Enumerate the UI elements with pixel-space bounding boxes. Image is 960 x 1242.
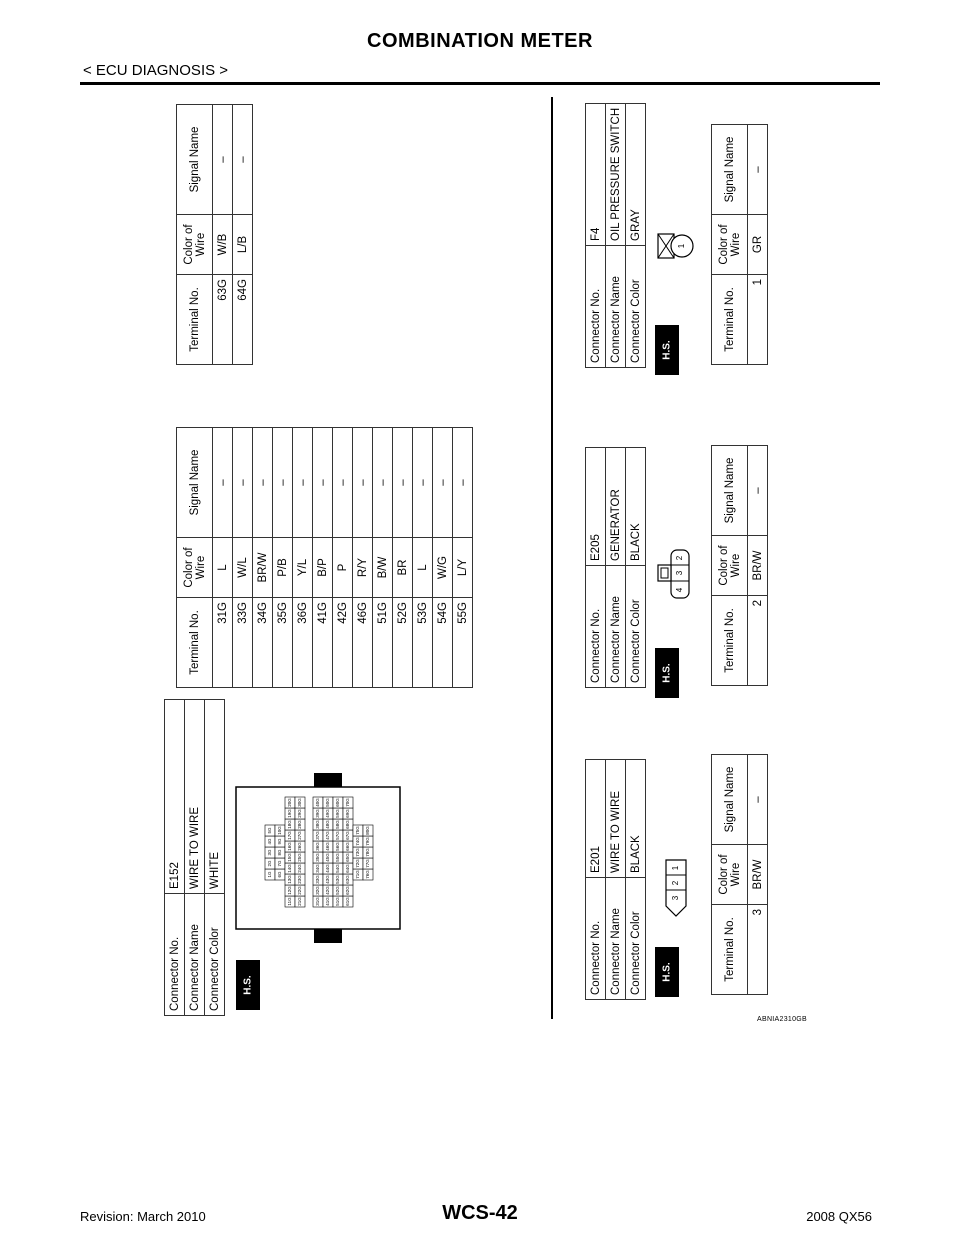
pin-label: 35G: [315, 853, 321, 862]
label-connector-no: Connector No.: [586, 878, 606, 1000]
pin-label: 31G: [315, 897, 321, 906]
pin-label: 17G: [287, 831, 293, 840]
pin-label: 56G: [335, 842, 341, 851]
pin-label: 30G: [297, 798, 303, 807]
value-connector-color: WHITE: [205, 700, 225, 894]
pin-label: 16G: [287, 842, 293, 851]
pin-label: 52G: [335, 886, 341, 895]
wire-color-cell: BR: [393, 538, 413, 598]
pin-label: 3: [675, 570, 685, 576]
pin-label: 45G: [325, 853, 331, 862]
pin-label: 65G: [345, 853, 351, 862]
wire-color-cell: L/Y: [453, 538, 473, 598]
terminal-no-cell: 63G: [213, 275, 233, 365]
pin-label: 75G: [355, 826, 361, 835]
svg-text:H.S.: H.S.: [661, 340, 673, 360]
value-connector-name: WIRE TO WIRE: [185, 700, 205, 894]
wire-color-cell: P: [333, 538, 353, 598]
pin-label: 72G: [355, 859, 361, 868]
wire-color-cell: L: [213, 538, 233, 598]
wire-color-cell: BR/W: [253, 538, 273, 598]
pin-label: 76G: [365, 870, 371, 879]
table-row: [433, 428, 453, 688]
value-connector-name: WIRE TO WIRE: [606, 760, 626, 878]
pin-label: 38G: [315, 820, 321, 829]
label-connector-name: Connector Name: [606, 566, 626, 688]
pin-label: 37G: [315, 831, 321, 840]
pin-label: 6G: [277, 871, 283, 878]
wire-color-cell: L/B: [233, 215, 253, 275]
pin-label: 46G: [325, 842, 331, 851]
pin-label: 50G: [325, 798, 331, 807]
pin-label: 55G: [335, 853, 341, 862]
value-connector-color: GRAY: [626, 103, 646, 245]
signal-name-cell: –: [748, 446, 768, 536]
value-connector-name: OIL PRESSURE SWITCH: [606, 103, 626, 245]
pin-label: 70G: [345, 798, 351, 807]
header-divider: [80, 82, 880, 85]
pin-label: 26G: [297, 842, 303, 851]
signal-name-cell: –: [293, 428, 313, 538]
table-row: [293, 428, 313, 688]
wire-color-cell: L: [413, 538, 433, 598]
value-connector-name: GENERATOR: [606, 448, 626, 566]
table-row: [453, 428, 473, 688]
label-connector-no: Connector No.: [165, 894, 185, 1016]
table-row: [233, 428, 253, 688]
pin-label: 61G: [345, 897, 351, 906]
hdr-color-of-wire: Color of Wire: [177, 538, 213, 598]
table-row: [233, 105, 253, 365]
terminal-no-cell: 33G: [233, 598, 253, 688]
pin-label: 32G: [315, 886, 321, 895]
terminal-table-e152-b: [176, 104, 253, 365]
pin-label: 67G: [345, 831, 351, 840]
terminal-no-cell: 1: [748, 275, 768, 365]
svg-text:H.S.: H.S.: [661, 962, 673, 982]
terminal-no-cell: 55G: [453, 598, 473, 688]
value-connector-no: E152: [165, 700, 185, 894]
pin-label: 1: [671, 865, 681, 871]
value-connector-no: E201: [586, 760, 606, 878]
pin-label: 4: [675, 587, 685, 593]
pin-label: 66G: [345, 842, 351, 851]
pin-label: 33G: [315, 875, 321, 884]
hdr-signal-name: Signal Name: [712, 125, 748, 215]
pin-label: 19G: [287, 809, 293, 818]
signal-name-cell: –: [313, 428, 333, 538]
terminal-table-e201: [711, 754, 768, 995]
label-connector-no: Connector No.: [586, 566, 606, 688]
wire-color-cell: W/L: [233, 538, 253, 598]
signal-name-cell: –: [353, 428, 373, 538]
signal-name-cell: –: [233, 428, 253, 538]
table-row: [213, 105, 233, 365]
svg-text:H.S.: H.S.: [661, 663, 673, 683]
pin-label: 28G: [297, 820, 303, 829]
table-row: [373, 428, 393, 688]
hdr-color-of-wire: Color of Wire: [177, 215, 213, 275]
wire-color-cell: Y/L: [293, 538, 313, 598]
pin-label: 8G: [277, 849, 283, 856]
terminal-no-cell: 31G: [213, 598, 233, 688]
pin-label: 74G: [355, 837, 361, 846]
label-connector-name: Connector Name: [606, 246, 626, 368]
table-row: [273, 428, 293, 688]
label-connector-color: Connector Color: [626, 246, 646, 368]
wire-color-cell: BR/W: [748, 536, 768, 596]
pin-label: 15G: [287, 853, 293, 862]
signal-name-cell: –: [213, 105, 233, 215]
terminal-no-cell: 51G: [373, 598, 393, 688]
pin-label: 41G: [325, 897, 331, 906]
pin-label: 27G: [297, 831, 303, 840]
pin-label: 25G: [297, 853, 303, 862]
connector-diagram-f4: [656, 230, 696, 264]
label-connector-no: Connector No.: [586, 246, 606, 368]
pin-label: 4G: [267, 838, 273, 845]
pin-label: 69G: [345, 809, 351, 818]
value-connector-no: F4: [586, 103, 606, 245]
connector-info-e205: [585, 447, 646, 688]
pin-label: 53G: [335, 875, 341, 884]
hdr-signal-name: Signal Name: [712, 446, 748, 536]
terminal-table-e152-a: [176, 427, 473, 688]
hdr-terminal-no: Terminal No.: [712, 905, 748, 995]
table-row: [333, 428, 353, 688]
signal-name-cell: –: [393, 428, 413, 538]
hdr-signal-name: Signal Name: [177, 428, 213, 538]
pin-label: 64G: [345, 864, 351, 873]
table-row: [748, 755, 768, 995]
terminal-no-cell: 64G: [233, 275, 253, 365]
label-connector-name: Connector Name: [185, 894, 205, 1016]
pin-label: 71G: [355, 870, 361, 879]
terminal-no-cell: 35G: [273, 598, 293, 688]
pin-label: 2: [675, 555, 685, 561]
pin-label: 10G: [277, 826, 283, 835]
wire-color-cell: BR/W: [748, 845, 768, 905]
table-row: [353, 428, 373, 688]
value-connector-color: BLACK: [626, 448, 646, 566]
harness-side-icon: [655, 325, 679, 375]
hdr-terminal-no: Terminal No.: [177, 275, 213, 365]
pin-label: 23G: [297, 875, 303, 884]
section-breadcrumb: < ECU DIAGNOSIS >: [83, 62, 229, 79]
pin-label: 1: [677, 243, 687, 249]
pin-label: 43G: [325, 875, 331, 884]
center-divider: [551, 97, 553, 1019]
terminal-no-cell: 2: [748, 596, 768, 686]
pin-label: 78G: [365, 848, 371, 857]
wire-color-cell: B/P: [313, 538, 333, 598]
signal-name-cell: –: [433, 428, 453, 538]
label-connector-color: Connector Color: [626, 878, 646, 1000]
wire-color-cell: R/Y: [353, 538, 373, 598]
hdr-color-of-wire: Color of Wire: [712, 215, 748, 275]
pin-label: 20G: [287, 798, 293, 807]
wire-color-cell: P/B: [273, 538, 293, 598]
pin-label: 68G: [345, 820, 351, 829]
table-row: [313, 428, 333, 688]
signal-name-cell: –: [233, 105, 253, 215]
pin-label: 13G: [287, 875, 293, 884]
signal-name-cell: –: [413, 428, 433, 538]
pin-label: 59G: [335, 809, 341, 818]
pin-label: 18G: [287, 820, 293, 829]
pin-label: 36G: [315, 842, 321, 851]
pin-label: 1G: [267, 871, 273, 878]
connector-info-e152: [164, 699, 225, 1016]
signal-name-cell: –: [748, 755, 768, 845]
value-connector-color: BLACK: [626, 760, 646, 878]
pin-label: 60G: [335, 798, 341, 807]
pin-label: 58G: [335, 820, 341, 829]
footer-model: 2008 QX56: [806, 1209, 872, 1224]
connector-info-f4: [585, 103, 646, 368]
pin-label: 11G: [287, 897, 293, 906]
terminal-no-cell: 42G: [333, 598, 353, 688]
hdr-signal-name: Signal Name: [712, 755, 748, 845]
page-title: COMBINATION METER: [367, 30, 593, 52]
pin-label: 3: [671, 895, 681, 901]
footer-page-number: WCS-42: [442, 1202, 518, 1224]
table-row: [413, 428, 433, 688]
signal-name-cell: –: [453, 428, 473, 538]
connector-diagram-e152: [234, 773, 414, 943]
pin-label: 21G: [297, 897, 303, 906]
pin-label: 34G: [315, 864, 321, 873]
pin-label: 3G: [267, 849, 273, 856]
connector-info-e201: [585, 759, 646, 1000]
terminal-table-e205: [711, 445, 768, 686]
pin-label: 57G: [335, 831, 341, 840]
value-connector-no: E205: [586, 448, 606, 566]
terminal-no-cell: 53G: [413, 598, 433, 688]
terminal-table-f4: [711, 124, 768, 365]
hdr-signal-name: Signal Name: [177, 105, 213, 215]
pin-label: 42G: [325, 886, 331, 895]
terminal-no-cell: 36G: [293, 598, 313, 688]
wire-color-cell: B/W: [373, 538, 393, 598]
pin-label: 7G: [277, 860, 283, 867]
figure-caption: ABNIA2310GB: [757, 1016, 807, 1023]
pin-label: 80G: [365, 826, 371, 835]
label-connector-name: Connector Name: [606, 878, 626, 1000]
label-connector-color: Connector Color: [626, 566, 646, 688]
pin-label: 29G: [297, 809, 303, 818]
pin-label: 39G: [315, 809, 321, 818]
signal-name-cell: –: [373, 428, 393, 538]
signal-name-cell: –: [253, 428, 273, 538]
terminal-no-cell: 3: [748, 905, 768, 995]
hdr-terminal-no: Terminal No.: [712, 275, 748, 365]
terminal-no-cell: 46G: [353, 598, 373, 688]
table-row: [748, 125, 768, 365]
footer-revision: Revision: March 2010: [80, 1209, 206, 1224]
table-row: [748, 446, 768, 686]
pin-label: 62G: [345, 886, 351, 895]
pin-label: 24G: [297, 864, 303, 873]
terminal-no-cell: 52G: [393, 598, 413, 688]
pin-label: 51G: [335, 897, 341, 906]
pin-label: 49G: [325, 809, 331, 818]
hs-label: H.S.: [242, 975, 254, 995]
connector-diagram-e201: [660, 858, 692, 918]
harness-side-icon: [655, 947, 679, 997]
wire-color-cell: GR: [748, 215, 768, 275]
pin-label: 12G: [287, 886, 293, 895]
pin-label: 47G: [325, 831, 331, 840]
harness-side-icon: [236, 960, 260, 1010]
harness-side-icon: [655, 648, 679, 698]
wire-color-cell: W/B: [213, 215, 233, 275]
wire-color-cell: W/G: [433, 538, 453, 598]
table-row: [393, 428, 413, 688]
pin-label: 40G: [315, 798, 321, 807]
signal-name-cell: –: [333, 428, 353, 538]
hdr-terminal-no: Terminal No.: [712, 596, 748, 686]
terminal-no-cell: 54G: [433, 598, 453, 688]
table-row: [253, 428, 273, 688]
pin-label: 2G: [267, 860, 273, 867]
pin-label: 73G: [355, 848, 361, 857]
hdr-color-of-wire: Color of Wire: [712, 845, 748, 905]
pin-label: 44G: [325, 864, 331, 873]
signal-name-cell: –: [273, 428, 293, 538]
signal-name-cell: –: [748, 125, 768, 215]
pin-label: 14G: [287, 864, 293, 873]
terminal-no-cell: 41G: [313, 598, 333, 688]
pin-label: 9G: [277, 838, 283, 845]
connector-diagram-e205: [656, 548, 690, 600]
label-connector-color: Connector Color: [205, 894, 225, 1016]
hdr-color-of-wire: Color of Wire: [712, 536, 748, 596]
terminal-no-cell: 34G: [253, 598, 273, 688]
pin-label: 5G: [267, 827, 273, 834]
pin-label: 2: [671, 880, 681, 886]
table-row: [213, 428, 233, 688]
hdr-terminal-no: Terminal No.: [177, 598, 213, 688]
signal-name-cell: –: [213, 428, 233, 538]
pin-label: 22G: [297, 886, 303, 895]
pin-label: 79G: [365, 837, 371, 846]
pin-label: 77G: [365, 859, 371, 868]
pin-label: 54G: [335, 864, 341, 873]
pin-label: 63G: [345, 875, 351, 884]
pin-label: 48G: [325, 820, 331, 829]
